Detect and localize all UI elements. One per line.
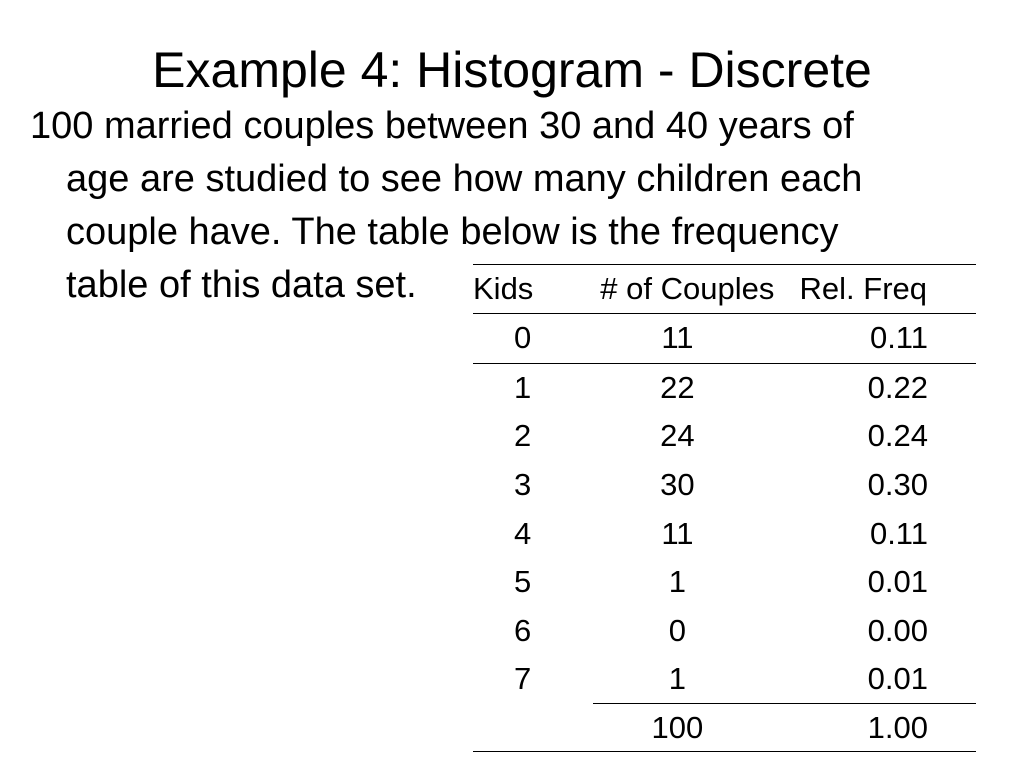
header-kids: Kids bbox=[473, 271, 534, 306]
total-couples: 100 bbox=[651, 710, 704, 746]
table-row bbox=[473, 461, 976, 510]
table-row bbox=[473, 314, 976, 364]
cell-couples: 24 bbox=[660, 418, 695, 454]
table-header bbox=[473, 265, 976, 314]
cell-couples: 30 bbox=[660, 467, 695, 503]
cell-kids: 2 bbox=[514, 418, 532, 454]
body-line: table of this data set. bbox=[66, 264, 417, 306]
table-row bbox=[473, 363, 976, 412]
cell-couples: 0 bbox=[668, 612, 687, 648]
table-row bbox=[473, 655, 976, 704]
cell-rel-freq: 0.11 bbox=[869, 320, 928, 356]
cell-rel-freq: 0.01 bbox=[867, 564, 928, 600]
body-line: couple have. The table below is the frequency bbox=[66, 211, 839, 253]
cell-rel-freq: 0.30 bbox=[867, 467, 928, 503]
cell-kids: 0 bbox=[514, 320, 532, 356]
total-kids bbox=[473, 704, 555, 753]
table-total-row bbox=[473, 704, 976, 753]
cell-rel-freq: 0.24 bbox=[867, 418, 928, 454]
table-body bbox=[473, 314, 976, 753]
cell-couples: 1 bbox=[668, 661, 687, 697]
cell-couples: 11 bbox=[661, 515, 694, 551]
slide-title: Example 4: Histogram - Discrete bbox=[152, 42, 872, 98]
table-row bbox=[473, 558, 976, 607]
cell-couples: 11 bbox=[661, 320, 694, 356]
total-divider bbox=[593, 703, 976, 704]
cell-rel-freq: 0.00 bbox=[867, 612, 928, 648]
body-line: age are studied to see how many children each bbox=[66, 158, 863, 200]
cell-rel-freq: 0.01 bbox=[867, 661, 928, 697]
table-row bbox=[473, 607, 976, 656]
cell-kids: 6 bbox=[514, 612, 532, 648]
header-couples: # of Couples bbox=[600, 271, 775, 306]
total-rel-freq: 1.00 bbox=[867, 710, 928, 746]
table-row bbox=[473, 509, 976, 558]
cell-kids: 7 bbox=[514, 661, 532, 697]
table-row bbox=[473, 412, 976, 461]
table-bottom-border bbox=[473, 751, 976, 752]
header-rel-freq: Rel. Freq bbox=[799, 271, 928, 306]
table-header-row bbox=[473, 265, 976, 314]
cell-couples: 22 bbox=[660, 369, 695, 405]
cell-rel-freq: 0.22 bbox=[867, 369, 928, 405]
cell-rel-freq: 0.11 bbox=[869, 515, 928, 551]
frequency-table bbox=[473, 264, 976, 752]
cell-kids: 4 bbox=[514, 515, 532, 551]
cell-couples: 1 bbox=[668, 564, 687, 600]
cell-kids: 5 bbox=[514, 564, 532, 600]
cell-kids: 1 bbox=[514, 369, 532, 405]
body-line: 100 married couples between 30 and 40 years of bbox=[30, 105, 854, 147]
cell-kids: 3 bbox=[514, 467, 532, 503]
